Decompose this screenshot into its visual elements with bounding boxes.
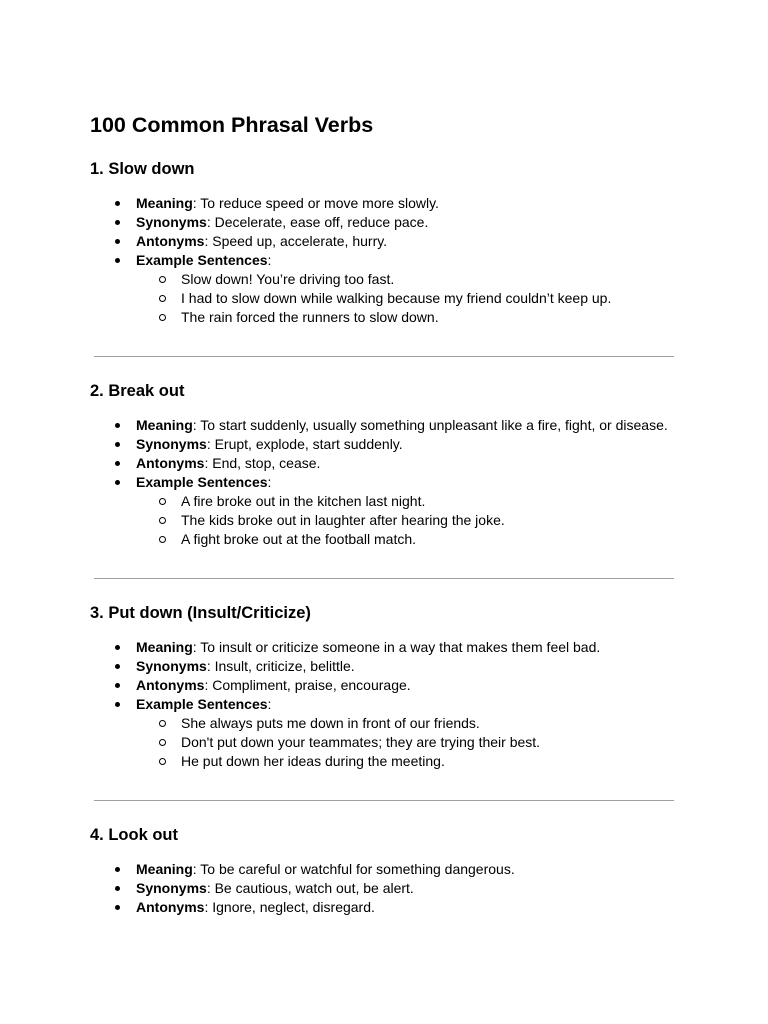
synonyms-item — [0, 879, 768, 898]
example-text: I had to slow down while walking because my friend couldn’t keep up. — [181, 290, 612, 306]
antonyms-text: : Ignore, neglect, disregard. — [204, 899, 375, 915]
field-list — [0, 860, 768, 917]
bullet-icon — [115, 664, 120, 669]
meaning-text: : To be careful or watchful for something dangerous. — [192, 861, 515, 877]
examples-container — [0, 714, 768, 771]
bullet-icon — [115, 702, 120, 707]
circle-bullet-icon — [159, 720, 166, 727]
verb-heading: 1. Slow down — [90, 160, 195, 178]
field-list — [0, 194, 768, 327]
example-text: The rain forced the runners to slow down. — [181, 309, 439, 325]
examples-container — [0, 492, 768, 549]
bullet-icon — [115, 886, 120, 891]
antonyms-item — [0, 232, 768, 251]
meaning-label: Meaning — [136, 639, 193, 655]
circle-bullet-icon — [159, 536, 166, 543]
bullet-icon — [115, 683, 120, 688]
antonyms-label: Antonyms — [136, 233, 205, 249]
example-item — [0, 270, 768, 289]
bullet-icon — [115, 480, 120, 485]
example-list — [0, 270, 768, 327]
circle-bullet-icon — [159, 314, 166, 321]
examples-item — [0, 473, 768, 492]
synonyms-text: : Erupt, explode, start suddenly. — [206, 436, 403, 452]
examples-item — [0, 251, 768, 270]
bullet-icon — [115, 867, 120, 872]
meaning-item — [0, 860, 768, 879]
example-item — [0, 733, 768, 752]
document-title: 100 Common Phrasal Verbs — [90, 113, 374, 137]
meaning-label: Meaning — [136, 861, 193, 877]
antonyms-text: : Speed up, accelerate, hurry. — [204, 233, 388, 249]
example-text: The kids broke out in laughter after hearing the joke. — [181, 512, 505, 528]
bullet-icon — [115, 239, 120, 244]
circle-bullet-icon — [159, 295, 166, 302]
example-list — [0, 714, 768, 771]
meaning-text: : To insult or criticize someone in a way that makes them feel bad. — [192, 639, 601, 655]
antonyms-text: : Compliment, praise, encourage. — [204, 677, 411, 693]
example-list — [0, 492, 768, 549]
example-text: A fire broke out in the kitchen last night. — [181, 493, 426, 509]
examples-label: Example Sentences — [136, 252, 268, 268]
meaning-item — [0, 194, 768, 213]
antonyms-label: Antonyms — [136, 677, 205, 693]
antonyms-item — [0, 676, 768, 695]
example-item — [0, 308, 768, 327]
antonyms-item — [0, 454, 768, 473]
synonyms-text: : Be cautious, watch out, be alert. — [206, 880, 414, 896]
circle-bullet-icon — [159, 758, 166, 765]
example-item — [0, 530, 768, 549]
bullet-icon — [115, 220, 120, 225]
example-text: He put down her ideas during the meeting. — [181, 753, 445, 769]
meaning-label: Meaning — [136, 417, 193, 433]
synonyms-label: Synonyms — [136, 658, 207, 674]
synonyms-text: : Decelerate, ease off, reduce pace. — [206, 214, 429, 230]
examples-container — [0, 270, 768, 327]
example-text: A fight broke out at the football match. — [181, 531, 417, 547]
meaning-item — [0, 638, 768, 657]
example-item — [0, 289, 768, 308]
synonyms-label: Synonyms — [136, 880, 207, 896]
example-item — [0, 714, 768, 733]
bullet-icon — [115, 258, 120, 263]
examples-item — [0, 695, 768, 714]
bullet-icon — [115, 423, 120, 428]
examples-label: Example Sentences — [136, 474, 268, 490]
example-text: Slow down! You’re driving too fast. — [181, 271, 395, 287]
verb-heading: 2. Break out — [90, 382, 185, 400]
meaning-text: : To start suddenly, usually something unpleasant like a fire, fight, or disease. — [192, 417, 668, 433]
antonyms-item — [0, 898, 768, 917]
meaning-text: : To reduce speed or move more slowly. — [192, 195, 439, 211]
examples-suffix: : — [267, 252, 272, 268]
bullet-icon — [115, 442, 120, 447]
examples-label: Example Sentences — [136, 696, 268, 712]
example-item — [0, 492, 768, 511]
antonyms-label: Antonyms — [136, 455, 205, 471]
circle-bullet-icon — [159, 517, 166, 524]
example-item — [0, 511, 768, 530]
synonyms-item — [0, 435, 768, 454]
bullet-icon — [115, 905, 120, 910]
synonyms-label: Synonyms — [136, 214, 207, 230]
synonyms-text: : Insult, criticize, belittle. — [206, 658, 355, 674]
circle-bullet-icon — [159, 739, 166, 746]
synonyms-item — [0, 657, 768, 676]
field-list — [0, 638, 768, 771]
synonyms-label: Synonyms — [136, 436, 207, 452]
antonyms-text: : End, stop, cease. — [204, 455, 321, 471]
meaning-item — [0, 416, 768, 435]
verb-heading: 4. Look out — [90, 826, 178, 844]
section-divider — [94, 800, 674, 801]
bullet-icon — [115, 201, 120, 206]
meaning-label: Meaning — [136, 195, 193, 211]
example-text: She always puts me down in front of our friends. — [181, 715, 480, 731]
example-item — [0, 752, 768, 771]
antonyms-label: Antonyms — [136, 899, 205, 915]
circle-bullet-icon — [159, 276, 166, 283]
example-text: Don't put down your teammates; they are trying their best. — [181, 734, 541, 750]
circle-bullet-icon — [159, 498, 166, 505]
section-divider — [94, 356, 674, 357]
section-divider — [94, 578, 674, 579]
synonyms-item — [0, 213, 768, 232]
examples-suffix: : — [267, 474, 272, 490]
bullet-icon — [115, 645, 120, 650]
field-list — [0, 416, 768, 549]
examples-suffix: : — [267, 696, 272, 712]
bullet-icon — [115, 461, 120, 466]
verb-heading: 3. Put down (Insult/Criticize) — [90, 604, 311, 622]
